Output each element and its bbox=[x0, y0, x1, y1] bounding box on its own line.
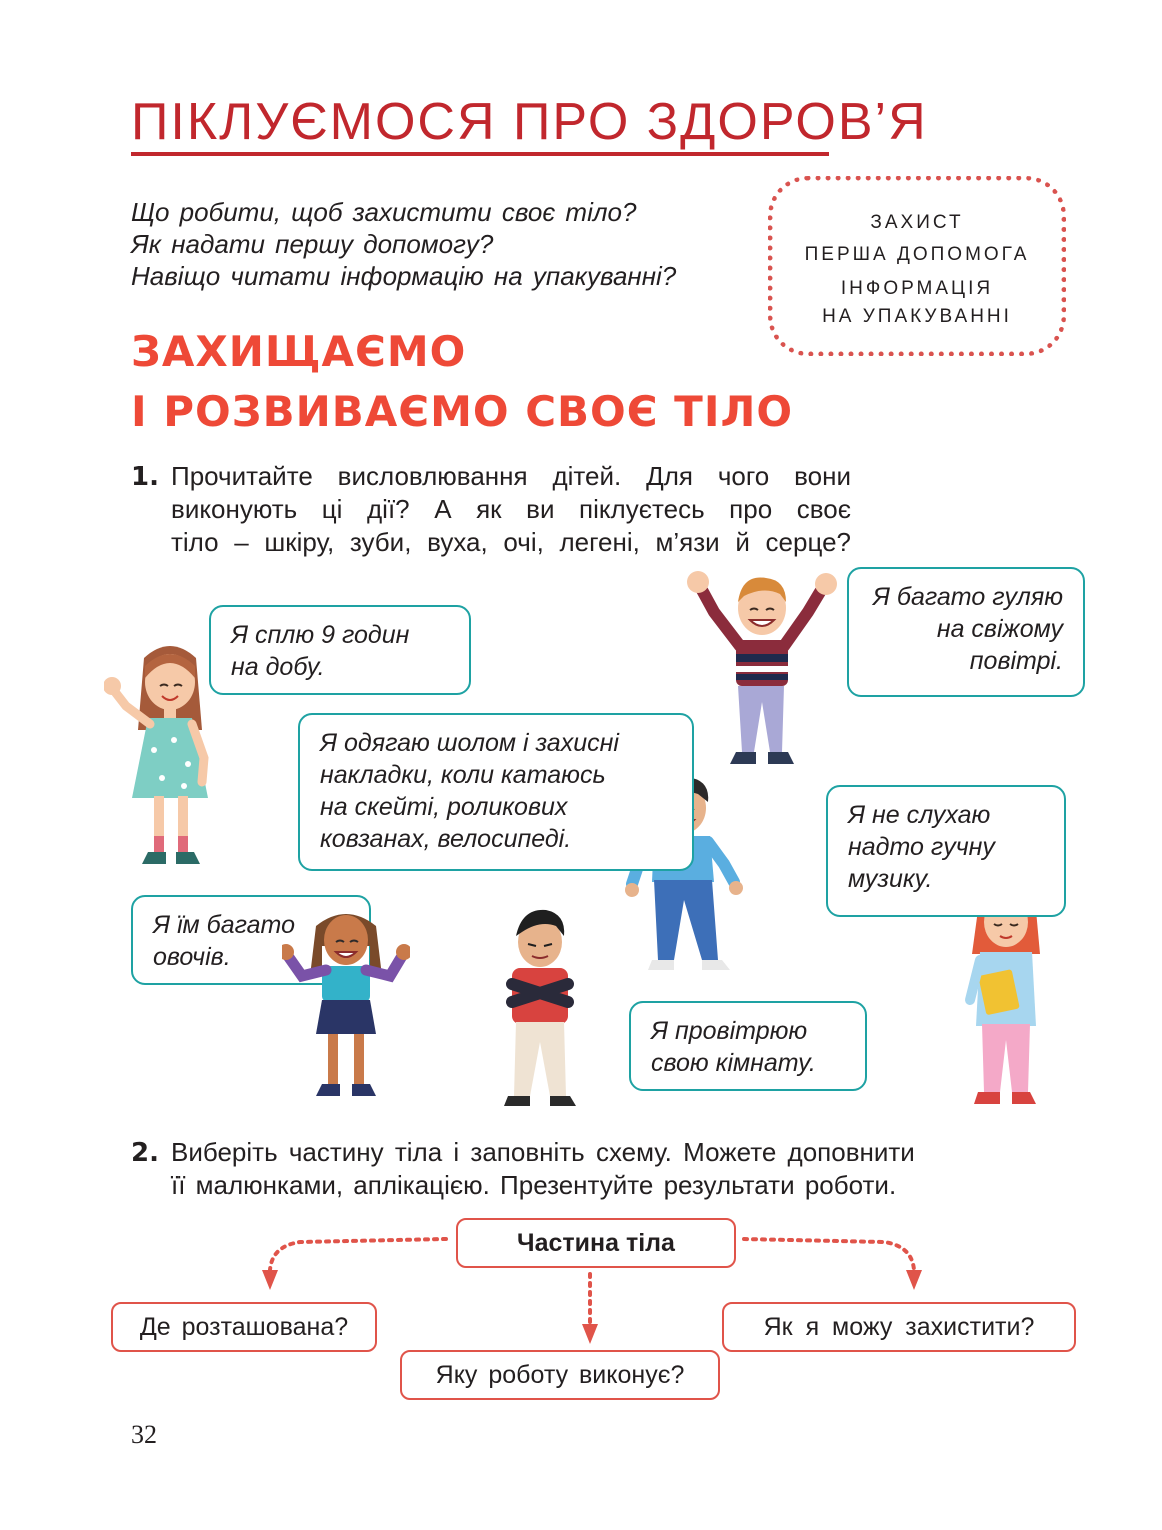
section-title-line-2: І РОЗВИВАЄМО СВОЄ ТІЛО bbox=[131, 387, 794, 436]
boy-arms-up-illustration bbox=[680, 566, 844, 772]
task-2-line-2: її малюнками, аплікацією. Презентуйте результати роботи. bbox=[171, 1170, 897, 1200]
task-1-line-1: Прочитайте висловлювання дітей. Для чого вони bbox=[171, 461, 851, 491]
bubble-music-line-3: музику. bbox=[848, 865, 933, 893]
bubble-air bbox=[629, 1001, 867, 1091]
task-1-number: 1. bbox=[131, 462, 159, 492]
bubble-walk-line-3: повітрі. bbox=[969, 647, 1063, 675]
bubble-air-line-1: Я провітрюю bbox=[651, 1017, 808, 1045]
bubble-sleep bbox=[209, 605, 471, 695]
bubble-helmet-line-4: ковзанах, велосипеді. bbox=[320, 825, 572, 853]
bubble-helmet bbox=[298, 713, 694, 871]
task-1-line-2: виконують ці дії? А як ви піклуєтесь про своє bbox=[171, 494, 851, 524]
bubble-walk-line-1: Я багато гуляю bbox=[872, 583, 1063, 611]
section-title-line-1: ЗАХИЩАЄМО bbox=[131, 327, 467, 376]
bubble-vegetables-line-2: овочів. bbox=[153, 943, 231, 971]
bubble-music-line-1: Я не слухаю bbox=[848, 801, 991, 829]
bubble-sleep-line-2: на добу. bbox=[231, 653, 325, 681]
bubble-walk-line-2: на свіжому bbox=[936, 615, 1063, 643]
bubble-sleep-line-1: Я сплю 9 годин bbox=[231, 621, 410, 649]
bubble-music-line-2: надто гучну bbox=[848, 833, 995, 861]
task-2-line-1: Виберіть частину тіла і заповніть схему. Можете доповнити bbox=[171, 1137, 915, 1167]
question-2: Як надати першу допомогу? bbox=[131, 229, 494, 259]
keyword-1: ЗАХИСТ bbox=[870, 212, 964, 233]
bubble-helmet-line-3: на скейті, роликових bbox=[320, 793, 568, 821]
question-3: Навіщо читати інформацію на упакуванні? bbox=[131, 261, 677, 291]
boy-crossed-arms-illustration bbox=[496, 906, 584, 1110]
task-2-number: 2. bbox=[131, 1138, 159, 1168]
bubble-helmet-line-2: накладки, коли катаюсь bbox=[320, 761, 606, 789]
keyword-2: ПЕРША ДОПОМОГА bbox=[804, 244, 1030, 265]
scheme-protection-box: Як я можу захистити? bbox=[722, 1302, 1076, 1352]
girl-braids-illustration bbox=[282, 906, 410, 1102]
page-title: ПІКЛУЄМОСЯ ПРО ЗДОРОВ’Я bbox=[131, 93, 928, 151]
question-1: Що робити, щоб захистити своє тіло? bbox=[131, 197, 637, 227]
page-number: 32 bbox=[131, 1420, 157, 1449]
keyword-3: ІНФОРМАЦІЯ bbox=[840, 278, 994, 299]
bubble-walk bbox=[847, 567, 1085, 697]
bubble-vegetables-line-1: Я їм багато bbox=[153, 911, 295, 939]
bubble-helmet-line-1: Я одягаю шолом і захисні bbox=[320, 729, 619, 757]
scheme-function-box: Яку роботу виконує? bbox=[400, 1350, 720, 1400]
bubble-air-line-2: свою кімнату. bbox=[651, 1049, 816, 1077]
keyword-4: НА УПАКУВАННІ bbox=[822, 306, 1012, 327]
scheme-body-part-box: Частина тіла bbox=[456, 1218, 736, 1268]
scheme-location-box: Де розташована? bbox=[111, 1302, 377, 1352]
bubble-music bbox=[826, 785, 1066, 917]
task-1-line-3: тіло – шкіру, зуби, вуха, очі, легені, м’язи й серце? bbox=[171, 527, 851, 557]
